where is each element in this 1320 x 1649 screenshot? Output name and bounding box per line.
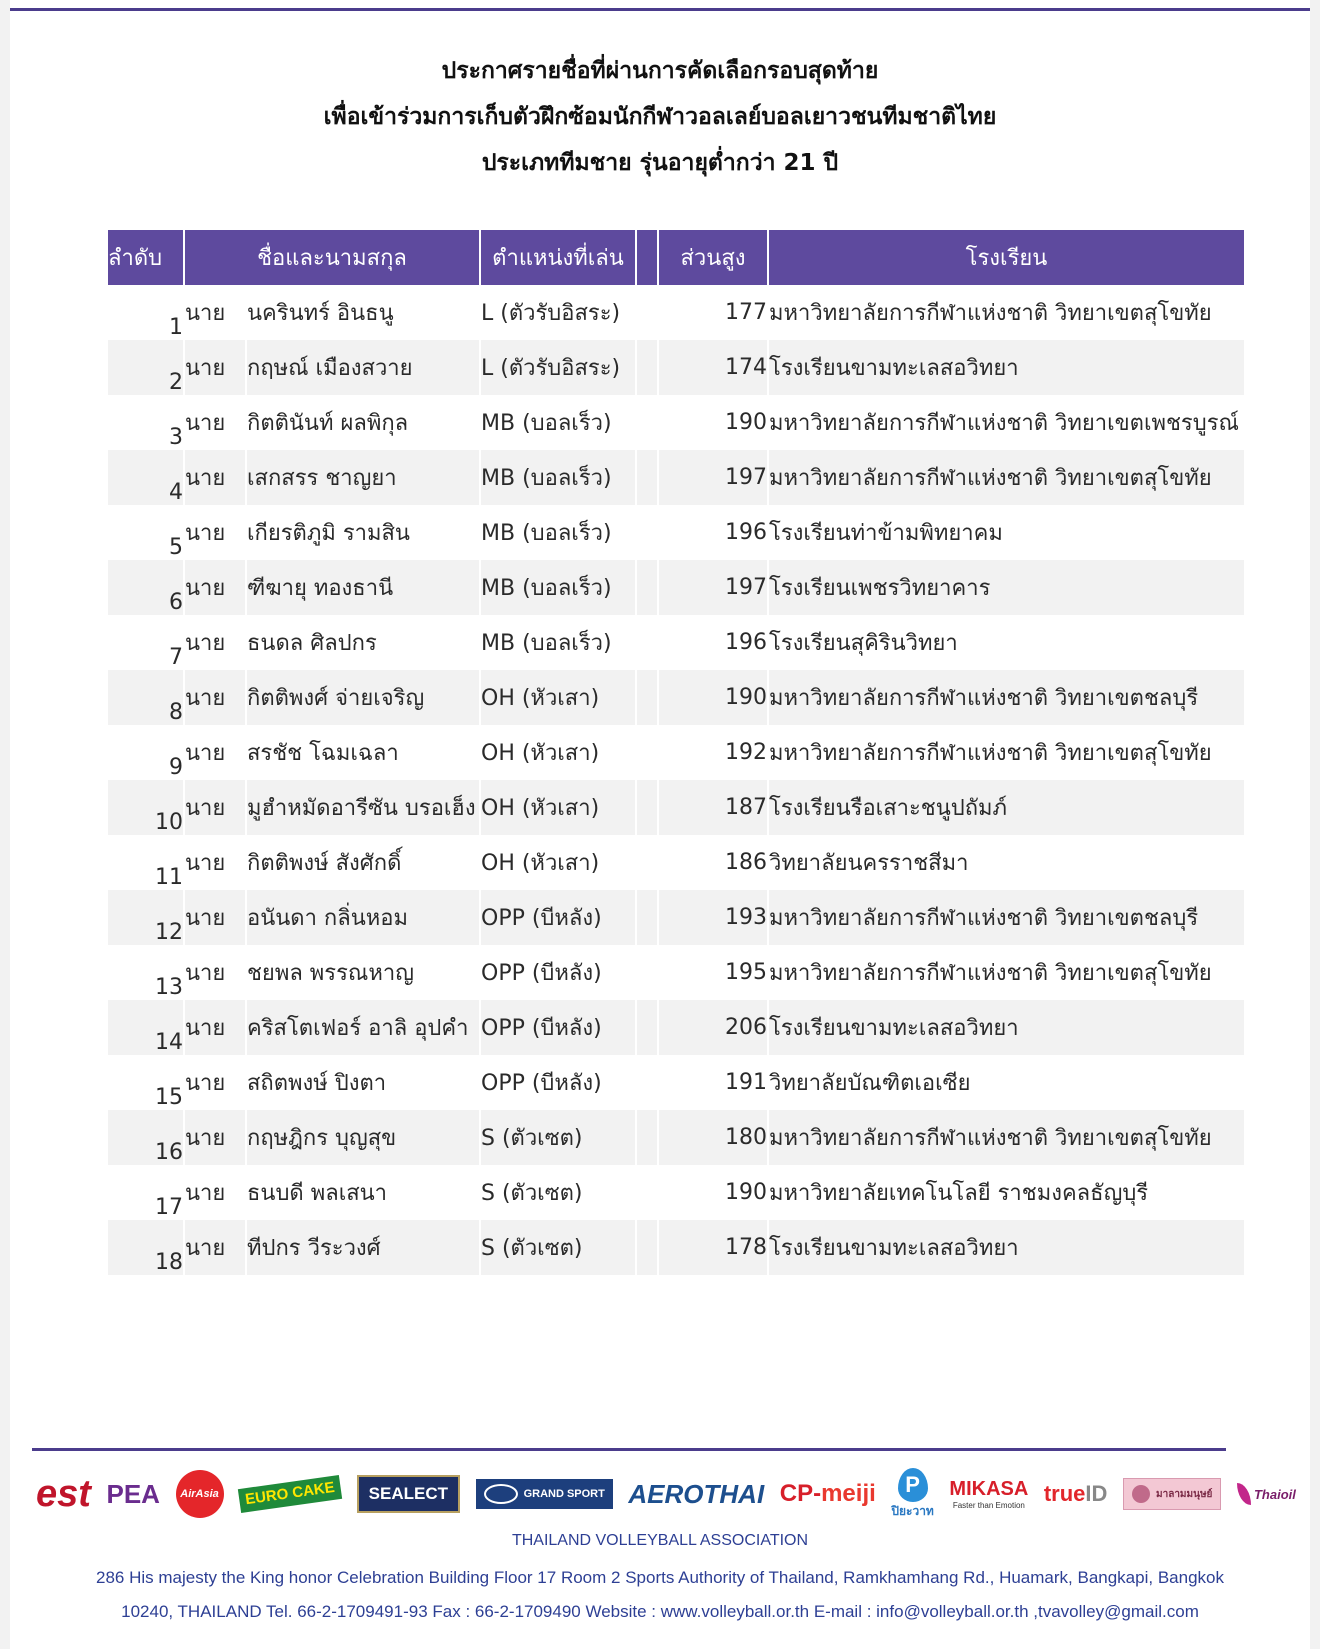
player-height: 206 — [658, 1000, 768, 1055]
player-school: มหาวิทยาลัยการกีฬาแห่งชาติ วิทยาเขตเพชรบูรณ์ — [768, 395, 1244, 450]
grandsport-text: GRAND SPORT — [523, 1488, 605, 1500]
eurocake-logo: EURO CAKE — [238, 1475, 342, 1513]
name-prefix: นาย — [184, 560, 246, 615]
row-number: 18 — [108, 1220, 184, 1275]
name-prefix: นาย — [184, 285, 246, 340]
thaioil-logo — [1237, 1483, 1296, 1505]
player-height: 190 — [658, 1165, 768, 1220]
row-number: 1 — [108, 285, 184, 340]
player-name: กฤษฎิกร บุญสุข — [246, 1110, 480, 1165]
player-name: ธนดล ศิลปกร — [246, 615, 480, 670]
player-position: MB (บอลเร็ว) — [480, 450, 636, 505]
document-page — [10, 0, 1310, 1649]
row-number: 13 — [108, 945, 184, 1000]
player-position: OH (หัวเสา) — [480, 725, 636, 780]
player-name: สถิตพงษ์ ปิงตา — [246, 1055, 480, 1110]
row-spacer — [636, 1165, 658, 1220]
row-spacer — [636, 945, 658, 1000]
player-position: OH (หัวเสา) — [480, 670, 636, 725]
roster-table — [108, 230, 1244, 1275]
row-number: 10 — [108, 780, 184, 835]
player-name: กิตติพงศ์ จ่ายเจริญ — [246, 670, 480, 725]
row-spacer — [636, 890, 658, 945]
player-position: S (ตัวเซต) — [480, 1220, 636, 1275]
name-prefix: นาย — [184, 615, 246, 670]
player-name: ฑีฆายุ ทองธานี — [246, 560, 480, 615]
player-school: มหาวิทยาลัยการกีฬาแห่งชาติ วิทยาเขตสุโขทัย — [768, 285, 1244, 340]
table-row — [108, 505, 1244, 560]
row-number: 14 — [108, 1000, 184, 1055]
title-line-1: ประกาศรายชื่อที่ผ่านการคัดเลือกรอบสุดท้าย — [441, 58, 879, 84]
player-name: ทีปกร วีระวงศ์ — [246, 1220, 480, 1275]
name-prefix: นาย — [184, 780, 246, 835]
mikasa-logo — [949, 1478, 1028, 1510]
pink-sponsor-text: มาลามมนุษย์ — [1155, 1488, 1213, 1500]
name-prefix: นาย — [184, 505, 246, 560]
row-spacer — [636, 395, 658, 450]
row-spacer — [636, 835, 658, 890]
row-spacer — [636, 1220, 658, 1275]
table-row — [108, 670, 1244, 725]
announcement-header — [10, 48, 1310, 186]
table-row — [108, 1220, 1244, 1275]
thaioil-text: Thaioil — [1253, 1486, 1296, 1502]
bottom-rule — [32, 1448, 1226, 1451]
row-spacer — [636, 285, 658, 340]
table-row — [108, 1110, 1244, 1165]
row-spacer — [636, 560, 658, 615]
player-height: 178 — [658, 1220, 768, 1275]
player-position: OPP (บีหลัง) — [480, 1000, 636, 1055]
aerothai-logo: AEROTHAI — [628, 1478, 765, 1509]
name-prefix: นาย — [184, 340, 246, 395]
player-height: 190 — [658, 670, 768, 725]
name-prefix: นาย — [184, 1165, 246, 1220]
cpmeiji-logo — [780, 1480, 876, 1508]
column-header-no: ลำดับ — [108, 230, 184, 285]
row-number: 7 — [108, 615, 184, 670]
player-school: มหาวิทยาลัยการกีฬาแห่งชาติ วิทยาเขตสุโขทัย — [768, 450, 1244, 505]
name-prefix: นาย — [184, 1000, 246, 1055]
player-height: 196 — [658, 615, 768, 670]
trueid-true-text: true — [1043, 1481, 1086, 1506]
roster-body — [108, 285, 1244, 1275]
player-position: OH (หัวเสา) — [480, 780, 636, 835]
player-height: 192 — [658, 725, 768, 780]
player-position: S (ตัวเซต) — [480, 1165, 636, 1220]
table-row — [108, 890, 1244, 945]
address-line-2: 10240, THAILAND Tel. 66-2-1709491-93 Fax : 66-2-1709490 Website : www.volleyball.or.th E-mail : info@volleyball.or.th ,tvavolley@gmail.com — [121, 1602, 1199, 1621]
player-height: 197 — [658, 450, 768, 505]
row-number: 6 — [108, 560, 184, 615]
row-number: 8 — [108, 670, 184, 725]
row-number: 15 — [108, 1055, 184, 1110]
top-rule — [10, 8, 1310, 11]
player-height: 191 — [658, 1055, 768, 1110]
player-position: L (ตัวรับอิสระ) — [480, 340, 636, 395]
trueid-id-text: ID — [1085, 1481, 1108, 1506]
player-school: โรงเรียนสุคิรินวิทยา — [768, 615, 1244, 670]
column-header-position: ตำแหน่งที่เล่น — [480, 230, 636, 285]
airasia-logo: AirAsia — [176, 1470, 224, 1518]
mikasa-tagline: Faster than Emotion — [952, 1501, 1025, 1510]
player-name: นครินทร์ อินธนู — [246, 285, 480, 340]
pea-logo: PEA — [106, 1478, 160, 1509]
player-position: OPP (บีหลัง) — [480, 890, 636, 945]
player-name: เกียรติภูมิ รามสิน — [246, 505, 480, 560]
row-number: 9 — [108, 725, 184, 780]
player-name: มูฮำหมัดอารีซัน บรอเฮ็ง — [246, 780, 480, 835]
name-prefix: นาย — [184, 725, 246, 780]
column-header-spacer — [636, 230, 658, 285]
player-height: 174 — [658, 340, 768, 395]
grandsport-logo — [476, 1479, 613, 1509]
table-row — [108, 1000, 1244, 1055]
player-height: 177 — [658, 285, 768, 340]
player-name: ชยพล พรรณหาญ — [246, 945, 480, 1000]
table-row — [108, 780, 1244, 835]
player-position: OH (หัวเสา) — [480, 835, 636, 890]
association-name: THAILAND VOLLEYBALL ASSOCIATION — [511, 1532, 809, 1549]
player-name: ธนบดี พลเสนา — [246, 1165, 480, 1220]
name-prefix: นาย — [184, 890, 246, 945]
player-school: มหาวิทยาลัยเทคโนโลยี ราชมงคลธัญบุรี — [768, 1165, 1244, 1220]
row-number: 11 — [108, 835, 184, 890]
trueid-logo — [1044, 1481, 1108, 1507]
player-position: OPP (บีหลัง) — [480, 945, 636, 1000]
player-school: มหาวิทยาลัยการกีฬาแห่งชาติ วิทยาเขตสุโขทัย — [768, 1110, 1244, 1165]
thaioil-leaf-icon — [1237, 1483, 1251, 1505]
table-row — [108, 835, 1244, 890]
player-height: 186 — [658, 835, 768, 890]
name-prefix: นาย — [184, 670, 246, 725]
address-line-1: 286 His majesty the King honor Celebration Building Floor 17 Room 2 Sports Authority of Thailand, Ramkhamhang Rd., Huamark, Bangkapi, Bangkok — [96, 1568, 1224, 1587]
table-row — [108, 450, 1244, 505]
column-header-school: โรงเรียน — [768, 230, 1244, 285]
name-prefix: นาย — [184, 1220, 246, 1275]
row-spacer — [636, 505, 658, 560]
table-row — [108, 615, 1244, 670]
player-name: คริสโตเฟอร์ อาลิ อุปคำ — [246, 1000, 480, 1055]
player-name: กิตตินันท์ ผลพิกุล — [246, 395, 480, 450]
est-logo: est — [36, 1472, 91, 1515]
row-spacer — [636, 780, 658, 835]
table-row — [108, 1165, 1244, 1220]
column-header-name: ชื่อและนามสกุล — [184, 230, 480, 285]
column-header-height: ส่วนสูง — [658, 230, 768, 285]
player-height: 197 — [658, 560, 768, 615]
player-name: อนันดา กลิ่นหอม — [246, 890, 480, 945]
grandsport-emblem-icon — [484, 1484, 518, 1504]
cpmeiji-cp-text: CP- — [779, 1480, 822, 1507]
player-name: กิตติพงษ์ สังศักดิ์ — [246, 835, 480, 890]
player-position: MB (บอลเร็ว) — [480, 505, 636, 560]
row-spacer — [636, 1110, 658, 1165]
player-position: MB (บอลเร็ว) — [480, 560, 636, 615]
player-school: วิทยาลัยนครราชสีมา — [768, 835, 1244, 890]
player-position: OPP (บีหลัง) — [480, 1055, 636, 1110]
table-row — [108, 560, 1244, 615]
player-name: สรชัช โฉมเฉลา — [246, 725, 480, 780]
player-height: 193 — [658, 890, 768, 945]
row-number: 3 — [108, 395, 184, 450]
player-school: มหาวิทยาลัยการกีฬาแห่งชาติ วิทยาเขตสุโขทัย — [768, 945, 1244, 1000]
row-spacer — [636, 725, 658, 780]
table-row — [108, 945, 1244, 1000]
player-position: MB (บอลเร็ว) — [480, 395, 636, 450]
mikasa-text: MIKASA — [949, 1478, 1029, 1500]
player-school: โรงเรียนขามทะเลสอวิทยา — [768, 1220, 1244, 1275]
player-position: MB (บอลเร็ว) — [480, 615, 636, 670]
player-school: มหาวิทยาลัยการกีฬาแห่งชาติ วิทยาเขตชลบุรี — [768, 670, 1244, 725]
row-number: 5 — [108, 505, 184, 560]
row-spacer — [636, 1055, 658, 1110]
pink-sponsor-emblem-icon — [1132, 1485, 1150, 1503]
row-spacer — [636, 1000, 658, 1055]
player-height: 187 — [658, 780, 768, 835]
title-line-3: ประเภททีมชาย รุ่นอายุต่ำกว่า 21 ปี — [481, 150, 839, 176]
cpmeiji-meiji-text: meiji — [821, 1480, 876, 1507]
player-school: โรงเรียนรือเสาะชนูปถัมภ์ — [768, 780, 1244, 835]
table-row — [108, 340, 1244, 395]
row-spacer — [636, 615, 658, 670]
player-school: มหาวิทยาลัยการกีฬาแห่งชาติ วิทยาเขตสุโขทัย — [768, 725, 1244, 780]
piyawat-logo — [891, 1468, 933, 1521]
sealect-logo: SEALECT — [357, 1475, 460, 1513]
row-spacer — [636, 670, 658, 725]
sponsor-strip — [36, 1462, 1296, 1526]
name-prefix: นาย — [184, 1055, 246, 1110]
name-prefix: นาย — [184, 1110, 246, 1165]
name-prefix: นาย — [184, 450, 246, 505]
row-number: 4 — [108, 450, 184, 505]
title-line-2: เพื่อเข้าร่วมการเก็บตัวฝึกซ้อมนักกีฬาวอลเลย์บอลเยาวชนทีมชาติไทย — [323, 104, 997, 130]
player-height: 195 — [658, 945, 768, 1000]
table-row — [108, 285, 1244, 340]
player-position: S (ตัวเซต) — [480, 1110, 636, 1165]
player-school: มหาวิทยาลัยการกีฬาแห่งชาติ วิทยาเขตชลบุรี — [768, 890, 1244, 945]
water-drop-icon: P — [898, 1468, 928, 1502]
row-number: 17 — [108, 1165, 184, 1220]
row-number: 16 — [108, 1110, 184, 1165]
player-school: วิทยาลัยบัณฑิตเอเซีย — [768, 1055, 1244, 1110]
name-prefix: นาย — [184, 835, 246, 890]
player-position: L (ตัวรับอิสระ) — [480, 285, 636, 340]
pink-sponsor-logo — [1123, 1478, 1221, 1510]
player-height: 196 — [658, 505, 768, 560]
row-number: 12 — [108, 890, 184, 945]
player-school: โรงเรียนขามทะเลสอวิทยา — [768, 340, 1244, 395]
piyawat-text: ปิยะวาท — [891, 1503, 934, 1518]
table-header-row — [108, 230, 1244, 285]
name-prefix: นาย — [184, 945, 246, 1000]
table-row — [108, 725, 1244, 780]
player-name: กฤษณ์ เมืองสวาย — [246, 340, 480, 395]
table-row — [108, 1055, 1244, 1110]
player-school: โรงเรียนเพชรวิทยาคาร — [768, 560, 1244, 615]
row-spacer — [636, 340, 658, 395]
row-spacer — [636, 450, 658, 505]
player-school: โรงเรียนขามทะเลสอวิทยา — [768, 1000, 1244, 1055]
player-school: โรงเรียนท่าข้ามพิทยาคม — [768, 505, 1244, 560]
player-height: 190 — [658, 395, 768, 450]
player-height: 180 — [658, 1110, 768, 1165]
player-name: เสกสรร ชาญยา — [246, 450, 480, 505]
name-prefix: นาย — [184, 395, 246, 450]
table-row — [108, 395, 1244, 450]
row-number: 2 — [108, 340, 184, 395]
